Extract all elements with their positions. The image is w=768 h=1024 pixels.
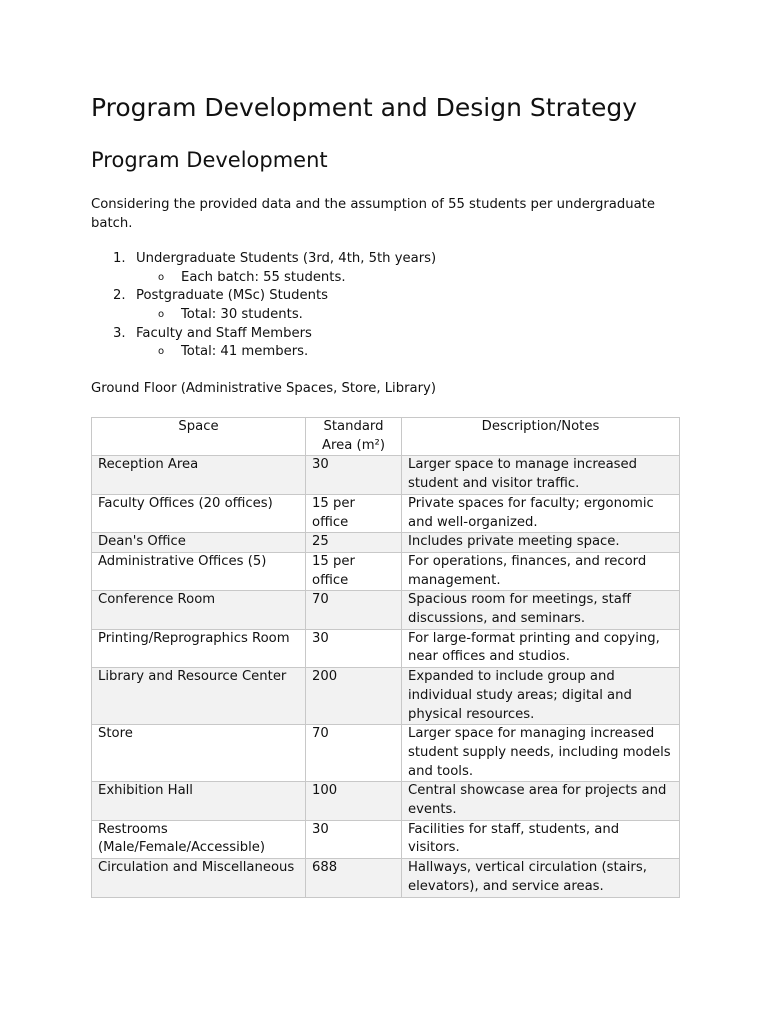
hollow-bullet-icon: o — [158, 346, 165, 358]
table-row — [92, 668, 680, 725]
table-header-row — [92, 418, 680, 456]
list-number: 2. — [113, 288, 126, 304]
space-program-table — [91, 417, 680, 898]
table-row — [92, 494, 680, 532]
list-subitem-label: Total: 41 members. — [181, 344, 309, 360]
space-cell: Exhibition Hall — [92, 782, 306, 820]
table-row — [92, 591, 680, 629]
list-number: 3. — [113, 325, 126, 341]
section-heading: Program Development — [91, 148, 328, 172]
space-cell: Conference Room — [92, 591, 306, 629]
list-item-label: Undergraduate Students (3rd, 4th, 5th years) — [136, 251, 437, 266]
space-cell: Administrative Offices (5) — [92, 552, 306, 590]
table-row — [92, 629, 680, 667]
notes-cell: Expanded to include group and individual study areas; digital and physical resources. — [402, 668, 680, 725]
table-row — [92, 725, 680, 782]
area-cell: 30 — [306, 456, 402, 494]
page-title: Program Development and Design Strategy — [91, 93, 638, 122]
table-row — [92, 859, 680, 897]
column-header-area: Standard Area (m²) — [306, 418, 402, 456]
area-cell: 70 — [306, 725, 402, 782]
list-subitem-label: Total: 30 students. — [181, 307, 303, 323]
area-cell: 15 per office — [306, 552, 402, 590]
space-cell: Restrooms (Male/Female/Accessible) — [92, 820, 306, 858]
notes-cell: For operations, finances, and record management. — [402, 552, 680, 590]
area-cell: 30 — [306, 820, 402, 858]
list-subitem — [91, 343, 679, 362]
column-header-space: Space — [92, 418, 306, 456]
list-item-label: Postgraduate (MSc) Students — [136, 288, 329, 304]
notes-cell: Hallways, vertical circulation (stairs, elevators), and service areas. — [402, 859, 680, 897]
list-subitem — [91, 269, 679, 288]
intro-paragraph: Considering the provided data and the assumption of 55 students per undergraduate batch. — [91, 197, 655, 231]
table-row — [92, 456, 680, 494]
hollow-bullet-icon: o — [158, 271, 165, 283]
notes-cell: Includes private meeting space. — [402, 533, 680, 553]
area-cell: 100 — [306, 782, 402, 820]
notes-cell: Larger space to manage increased student and visitor traffic. — [402, 456, 680, 494]
list-item — [91, 250, 679, 269]
space-cell: Library and Resource Center — [92, 668, 306, 725]
list-subitem-label: Each batch: 55 students. — [181, 269, 346, 285]
space-cell: Dean's Office — [92, 533, 306, 553]
numbered-list — [91, 250, 679, 362]
notes-cell: Facilities for staff, students, and visitors. — [402, 820, 680, 858]
notes-cell: Private spaces for faculty; ergonomic and well-organized. — [402, 494, 680, 532]
area-cell: 15 per office — [306, 494, 402, 532]
area-cell: 70 — [306, 591, 402, 629]
space-cell: Faculty Offices (20 offices) — [92, 494, 306, 532]
hollow-bullet-icon: o — [158, 309, 165, 321]
list-item — [91, 325, 679, 344]
list-number: 1. — [113, 251, 126, 266]
area-cell: 688 — [306, 859, 402, 897]
table-row — [92, 782, 680, 820]
list-subitem — [91, 306, 679, 325]
table-row — [92, 820, 680, 858]
list-item-label: Faculty and Staff Members — [136, 325, 312, 341]
notes-cell: Central showcase area for projects and events. — [402, 782, 680, 820]
table-row — [92, 552, 680, 590]
list-item — [91, 287, 679, 306]
area-cell: 25 — [306, 533, 402, 553]
space-cell: Reception Area — [92, 456, 306, 494]
ground-floor-label: Ground Floor (Administrative Spaces, Store, Library) — [91, 381, 436, 396]
notes-cell: For large-format printing and copying, near offices and studios. — [402, 629, 680, 667]
space-cell: Circulation and Miscellaneous — [92, 859, 306, 897]
space-cell: Printing/Reprographics Room — [92, 629, 306, 667]
area-cell: 30 — [306, 629, 402, 667]
notes-cell: Larger space for managing increased student supply needs, including models and tools. — [402, 725, 680, 782]
column-header-notes: Description/Notes — [402, 418, 680, 456]
table-row — [92, 533, 680, 553]
area-cell: 200 — [306, 668, 402, 725]
notes-cell: Spacious room for meetings, staff discussions, and seminars. — [402, 591, 680, 629]
space-cell: Store — [92, 725, 306, 782]
